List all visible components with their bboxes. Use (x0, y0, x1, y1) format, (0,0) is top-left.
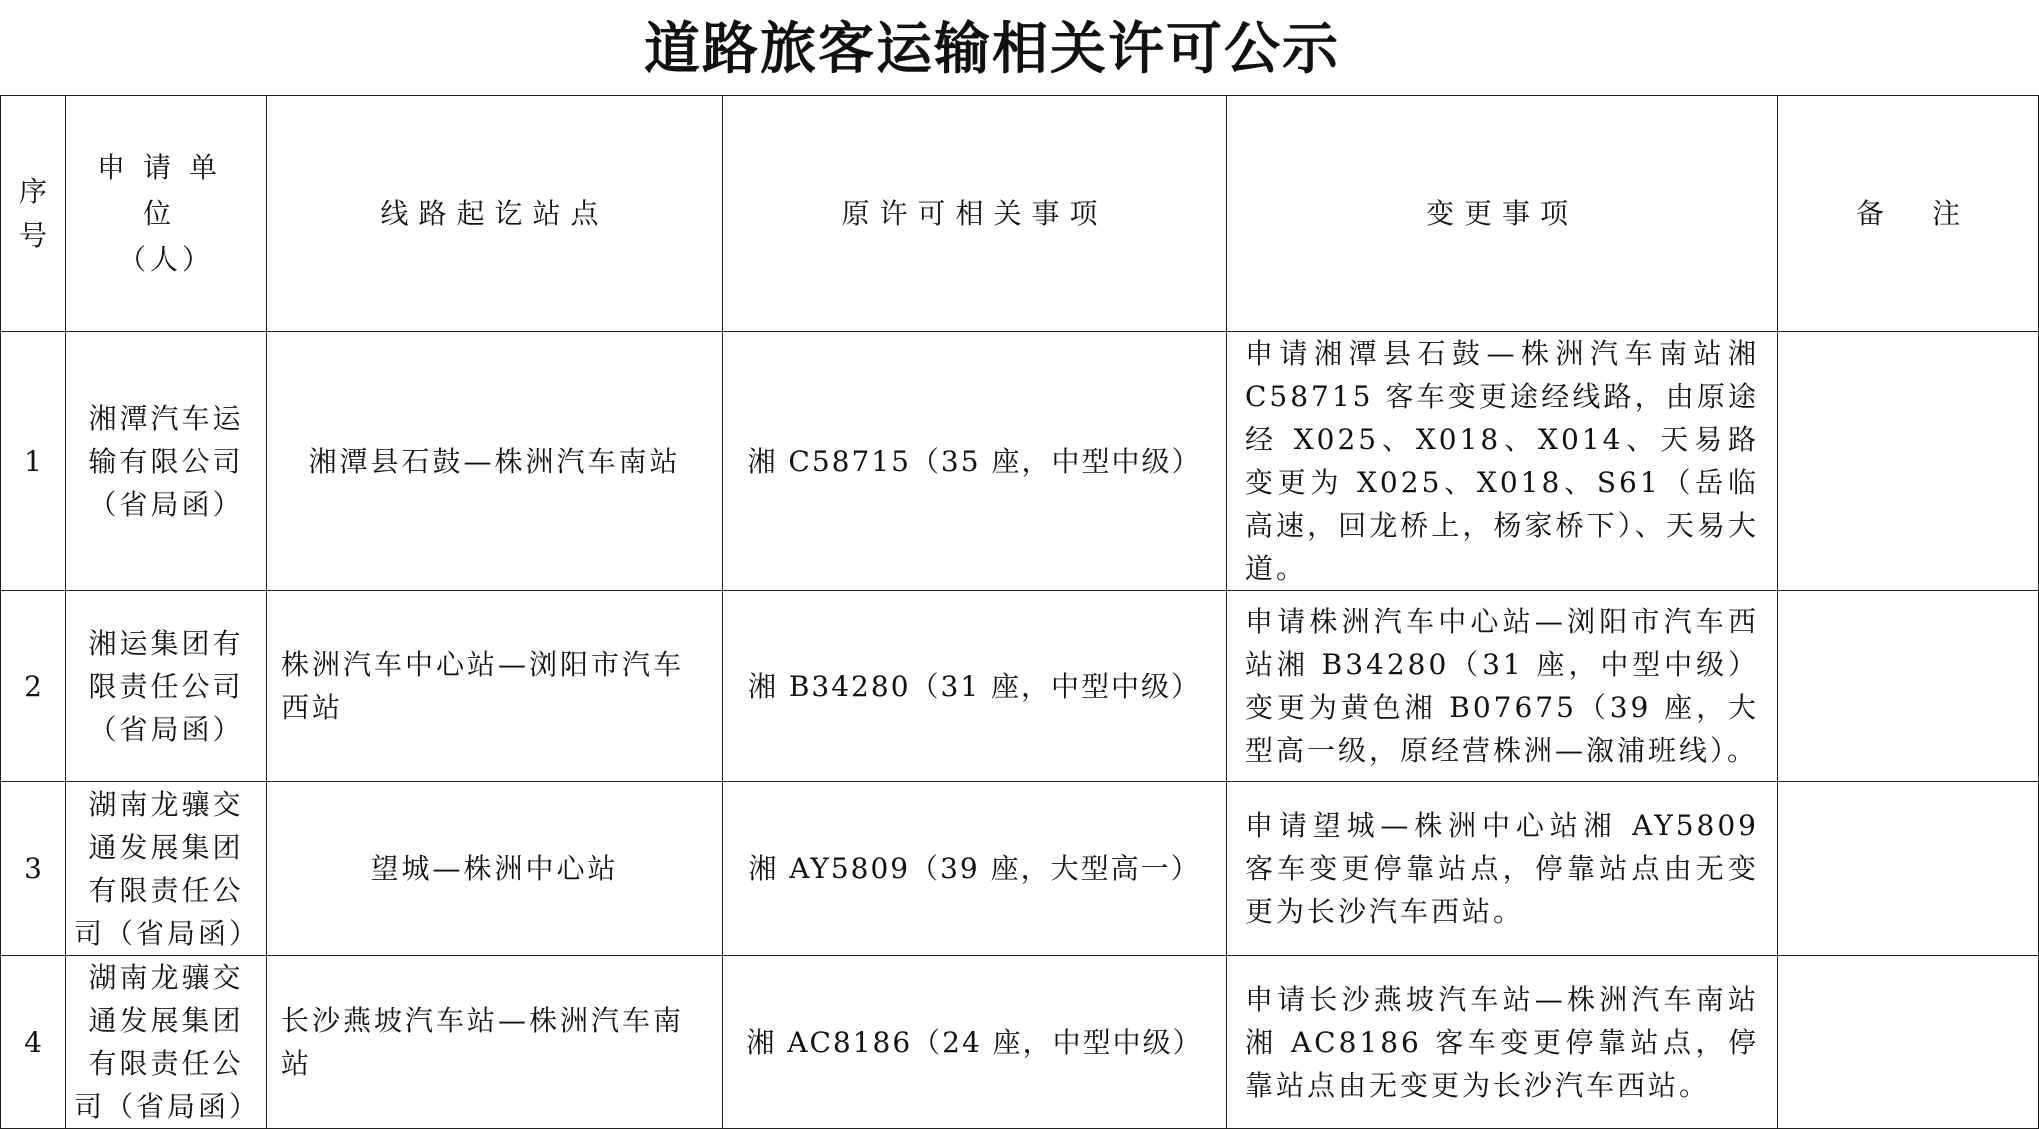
table-row (1, 956, 2039, 1129)
row-route: 望城—株洲中心站 (267, 782, 723, 956)
row-note (1778, 956, 2039, 1129)
row-note (1778, 591, 2039, 782)
row-note (1778, 782, 2039, 956)
row-change: 申请湘潭县石鼓—株洲汽车南站湘 C58715 客车变更途经线路，由原途经 X025、X018、X014、天易路变更为 X025、X018、S61（岳临高速，回龙桥上，杨家桥下）、天易大道。 (1227, 332, 1778, 591)
permit-table (0, 95, 2039, 1129)
row-change: 申请望城—株洲中心站湘 AY5809 客车变更停靠站点，停靠站点由无变更为长沙汽车西站。 (1227, 782, 1778, 956)
row-original: 湘 AC8186（24 座，中型中级） (723, 956, 1227, 1129)
header-original: 原许可相关事项 (723, 96, 1227, 332)
row-unit: 湖南龙骧交通发展集团有限责任公司（省局函） (66, 782, 267, 956)
header-no-line2: 号 (18, 218, 47, 252)
row-no: 3 (1, 782, 66, 956)
row-route: 湘潭县石鼓—株洲汽车南站 (267, 332, 723, 591)
page-title: 道路旅客运输相关许可公示 (644, 17, 1340, 82)
row-no: 2 (1, 591, 66, 782)
row-original: 湘 C58715（35 座，中型中级） (723, 332, 1227, 591)
row-original: 湘 B34280（31 座，中型中级） (723, 591, 1227, 782)
row-change: 申请长沙燕坡汽车站—株洲汽车南站湘 AC8186 客车变更停靠站点，停靠站点由无变更为长沙汽车西站。 (1227, 956, 1778, 1129)
header-unit-line3: （人） (117, 242, 214, 276)
row-unit: 湘潭汽车运输有限公司（省局函） (66, 332, 267, 591)
table-row (1, 591, 2039, 782)
header-route: 线路起讫站点 (267, 96, 723, 332)
row-route: 长沙燕坡汽车站—株洲汽车南站 (267, 956, 723, 1129)
row-unit: 湖南龙骧交通发展集团有限责任公司（省局函） (66, 956, 267, 1129)
table-row (1, 332, 2039, 591)
table-row (1, 782, 2039, 956)
header-no-line1: 序 (18, 174, 47, 208)
header-note: 备注 (1778, 96, 2039, 332)
header-unit-line2: 位 (142, 196, 189, 230)
row-no: 1 (1, 332, 66, 591)
table-header-row (1, 96, 2039, 332)
row-original: 湘 AY5809（39 座，大型高一） (723, 782, 1227, 956)
row-change: 申请株洲汽车中心站—浏阳市汽车西站湘 B34280（31 座，中型中级）变更为黄色湘 B07675（39 座，大型高一级，原经营株洲—溆浦班线）。 (1227, 591, 1778, 782)
header-unit (66, 96, 267, 332)
header-no (1, 96, 66, 332)
row-unit: 湘运集团有限责任公司（省局函） (66, 591, 267, 782)
row-route: 株洲汽车中心站—浏阳市汽车西站 (267, 591, 723, 782)
header-change: 变更事项 (1227, 96, 1778, 332)
row-note (1778, 332, 2039, 591)
row-no: 4 (1, 956, 66, 1129)
header-unit-line1: 申请单 (96, 150, 235, 184)
